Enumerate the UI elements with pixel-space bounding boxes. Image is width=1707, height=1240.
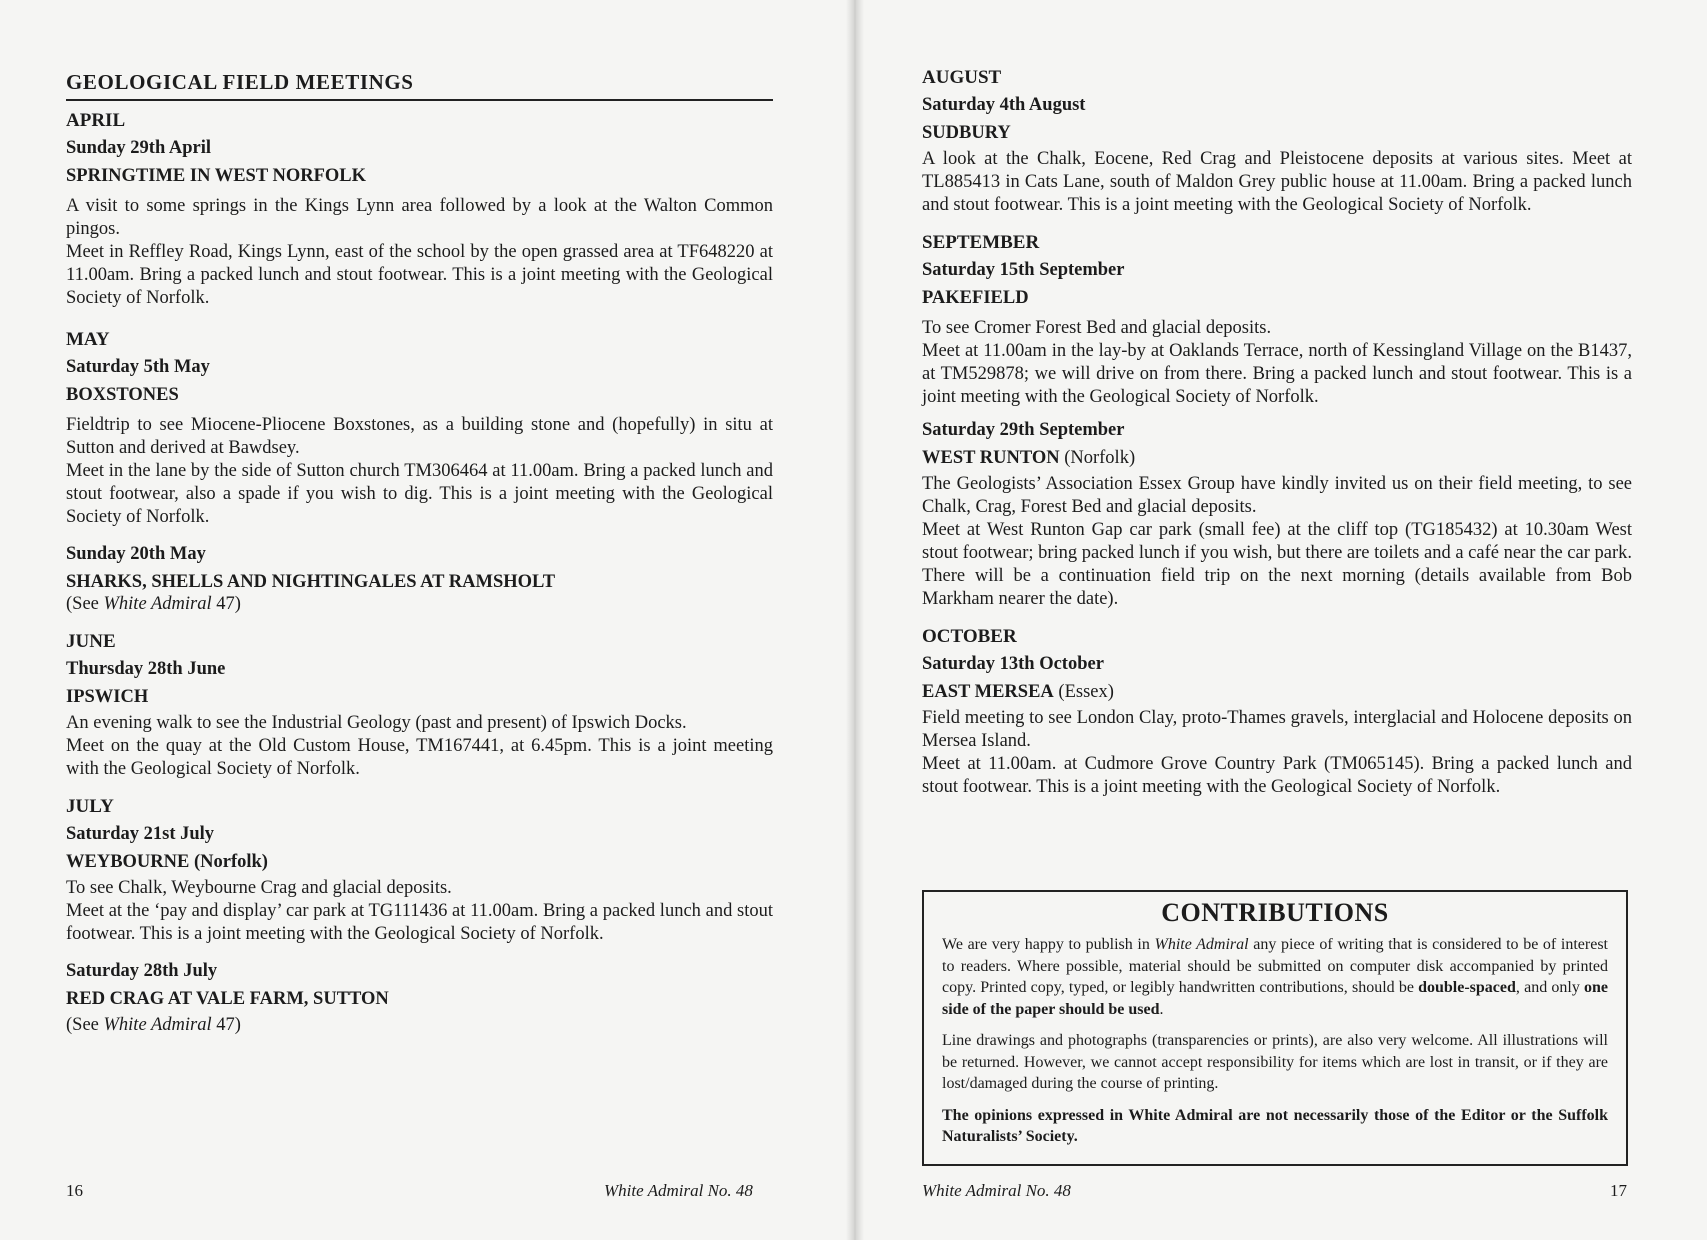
right-page-content (922, 64, 1632, 799)
meeting-date: Saturday 29th September (922, 420, 1125, 440)
footer-title: White Admiral No. 48 (604, 1181, 753, 1200)
book-gutter (846, 0, 864, 1240)
contributions-title: CONTRIBUTIONS (1161, 898, 1389, 927)
meeting-date: Sunday 29th April (66, 138, 211, 158)
meeting-details: Meet at 11.00am. at Cudmore Grove Country Park (TM065145). Bring a packed lunch and stout footwear. This is a joint meeting with the Geological Society of Norfolk. (922, 754, 1632, 797)
meeting-description: To see Chalk, Weybourne Crag and glacial deposits. (66, 878, 452, 898)
disclaimer-note: The opinions expressed in White Admiral are not necessarily those of the Editor or the Suffolk Naturalists’ Society. (942, 1106, 1608, 1145)
month-heading-september: SEPTEMBER (922, 232, 1040, 253)
meeting-title: WEST RUNTON (Norfolk) (922, 448, 1136, 468)
meeting-reference: (See White Admiral 47) (66, 1015, 241, 1035)
page-number: 17 (1610, 1181, 1627, 1200)
contributions-paragraph: Line drawings and photographs (transparencies or prints), are also very welcome. All illustrations will be returned. However, we cannot accept responsibility for items which are lost in transit, or if they are lost/damaged during the course of printing. (942, 1032, 1608, 1092)
meeting-title: SHARKS, SHELLS AND NIGHTINGALES AT RAMSHOLT (66, 572, 556, 592)
page-number: 16 (66, 1181, 83, 1200)
meeting-title: PAKEFIELD (922, 288, 1029, 308)
meeting-date: Saturday 4th August (922, 95, 1086, 115)
left-page-content (66, 107, 773, 1037)
meeting-date: Saturday 13th October (922, 654, 1104, 674)
meeting-details: Meet at West Runton Gap car park (small fee) at the cliff top (TG185432) at 10.30am West stout footwear; bring packed lunch if you wish, but there are toilets and a café near the car park. There will be a continuation field trip on the next morning (details available from Bob Markham nearer the date). (922, 520, 1632, 609)
meeting-details: Meet in Reffley Road, Kings Lynn, east of the school by the open grassed area at TF648220 at 11.00am. Bring a packed lunch and stout footwear. This is a joint meeting with the Geological Society of Norfolk. (66, 242, 773, 308)
meeting-details: Meet at the ‘pay and display’ car park at TG111436 at 11.00am. Bring a packed lunch and stout footwear. This is a joint meeting with the Geological Society of Norfolk. (66, 901, 773, 944)
meeting-details: Meet at 11.00am in the lay-by at Oaklands Terrace, north of Kessingland Village on the B1437, at TM529878; we will drive on from there. Bring a packed lunch and stout footwear. This is a joint meeting with the Geological Society of Norfolk. (922, 341, 1632, 407)
meeting-description: Field meeting to see London Clay, proto-Thames gravels, interglacial and Holocene deposits on Mersea Island. (922, 708, 1632, 751)
meeting-description: Fieldtrip to see Miocene-Pliocene Boxstones, as a building stone and (hopefully) in situ at Sutton and derived at Bawdsey. (66, 415, 773, 458)
meeting-date: Saturday 15th September (922, 260, 1125, 280)
page-title: GEOLOGICAL FIELD MEETINGS (66, 70, 773, 101)
meeting-description: To see Cromer Forest Bed and glacial deposits. (922, 318, 1272, 338)
meeting-details: Meet on the quay at the Old Custom House, TM167441, at 6.45pm. This is a joint meeting with the Geological Society of Norfolk. (66, 736, 773, 779)
month-heading-july: JULY (66, 796, 114, 817)
meeting-date: Saturday 21st July (66, 824, 215, 844)
month-heading-june: JUNE (66, 631, 116, 652)
meeting-date: Saturday 5th May (66, 357, 210, 377)
meeting-description: The Geologists’ Association Essex Group have kindly invited us on their field meeting, to see Chalk, Crag, Forest Bed and glacial deposits. (922, 474, 1632, 517)
meeting-title: BOXSTONES (66, 385, 179, 405)
meeting-title: IPSWICH (66, 687, 149, 707)
meeting-description: A visit to some springs in the Kings Lynn area followed by a look at the Walton Common pingos. (66, 196, 773, 239)
contributions-paragraph: We are very happy to publish in White Admiral any piece of writing that is considered to be of interest to readers. Where possible, material should be submitted on computer disk accompanied by printed copy. Printed copy, typed, or legibly handwritten contributions, should be double-spaced, and only one side of the paper should be used. (942, 936, 1608, 1018)
meeting-title: SUDBURY (922, 123, 1011, 143)
meeting-title: WEYBOURNE (Norfolk) (66, 852, 268, 872)
meeting-date: Sunday 20th May (66, 544, 206, 564)
meeting-title: EAST MERSEA (Essex) (922, 682, 1114, 702)
meeting-title: SPRINGTIME IN WEST NORFOLK (66, 166, 367, 186)
meeting-title: RED CRAG AT VALE FARM, SUTTON (66, 989, 389, 1009)
month-heading-april: APRIL (66, 110, 126, 131)
month-heading-may: MAY (66, 329, 110, 350)
meeting-date: Thursday 28th June (66, 659, 226, 679)
meeting-description: A look at the Chalk, Eocene, Red Crag and Pleistocene deposits at various sites. Meet at TL885413 in Cats Lane, south of Maldon Grey public house at 11.00am. Bring a packed lunch and stout footwear. This is a joint meeting with the Geological Society of Norfolk. (922, 149, 1632, 215)
meeting-description: An evening walk to see the Industrial Geology (past and present) of Ipswich Docks. (66, 713, 687, 733)
meeting-date: Saturday 28th July (66, 961, 218, 981)
left-page (66, 0, 773, 1240)
meeting-details: Meet in the lane by the side of Sutton church TM306464 at 11.00am. Bring a packed lunch and stout footwear, also a spade if you wish to dig. This is a joint meeting with the Geological Society of Norfolk. (66, 461, 773, 527)
meeting-reference: (See White Admiral 47) (66, 594, 241, 614)
contributions-box (922, 890, 1628, 1166)
footer-title: White Admiral No. 48 (922, 1181, 1071, 1200)
month-heading-october: OCTOBER (922, 626, 1017, 647)
month-heading-august: AUGUST (922, 67, 1002, 88)
